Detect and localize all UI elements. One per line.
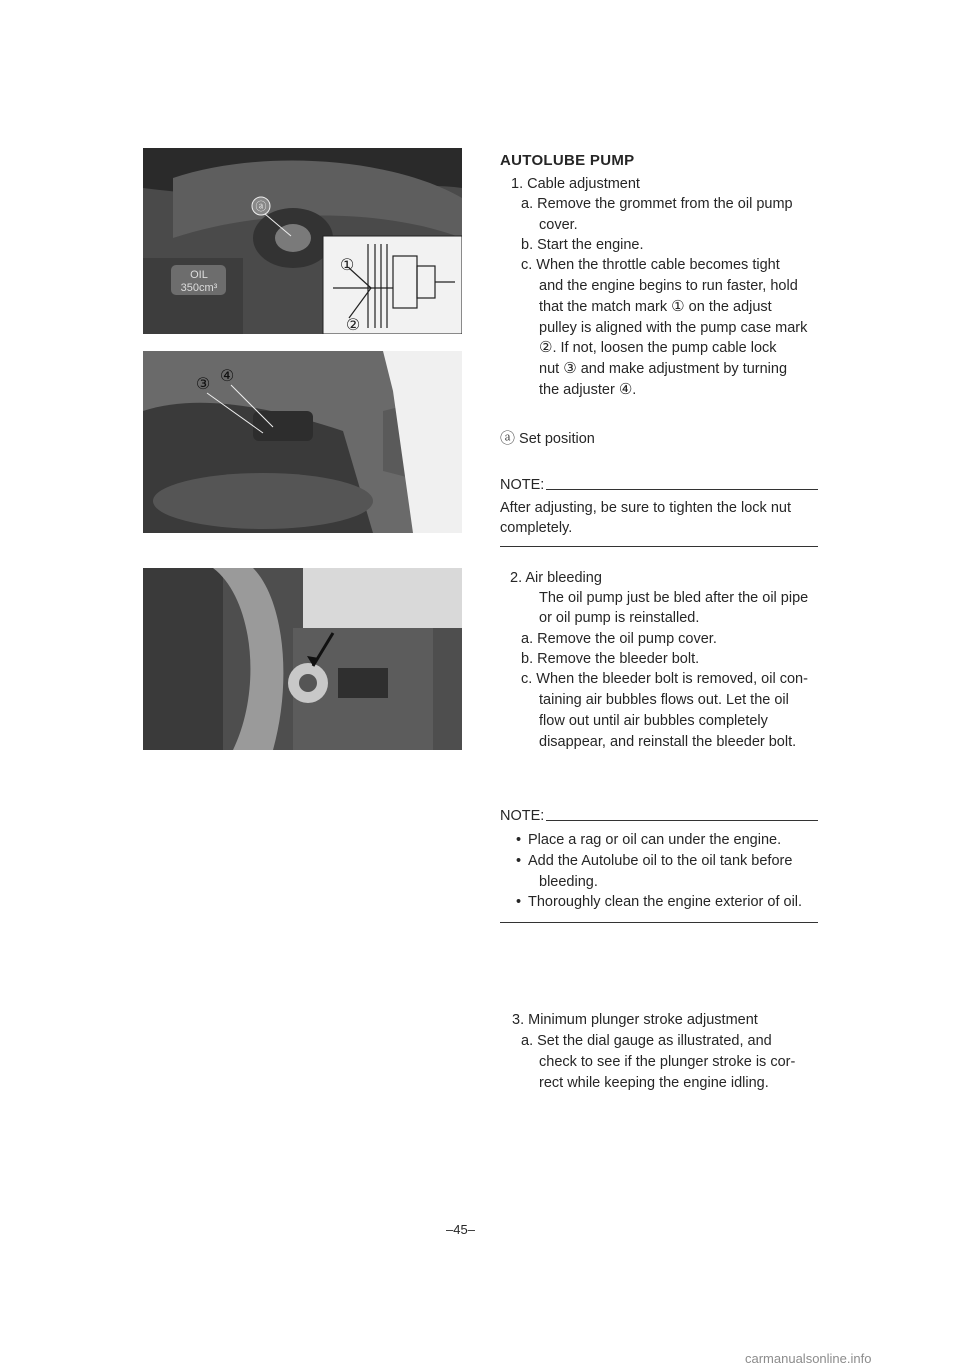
note1-rule-bottom xyxy=(500,546,818,547)
watermark: carmanualsonline.info xyxy=(745,1351,872,1366)
match-mark-2-ref: ② xyxy=(539,339,553,356)
step2-c-line2: taining air bubbles flows out. Let the oil xyxy=(539,692,789,708)
step1-c5-text: . If not, loosen the pump cable lock xyxy=(552,340,777,356)
step1-c-line2: and the engine begins to run faster, hold xyxy=(539,278,798,294)
step1-b: b. Start the engine. xyxy=(521,237,644,253)
section-heading: AUTOLUBE PUMP xyxy=(500,152,635,169)
step2-c-line4: disappear, and reinstall the bleeder bolt. xyxy=(539,734,797,750)
photo-adjuster xyxy=(143,351,462,533)
step1-c3-text-a: that the match mark xyxy=(539,299,668,315)
step2-a: a. Remove the oil pump cover. xyxy=(521,631,717,647)
step1-c-line1: c. When the throttle cable becomes tight xyxy=(521,257,780,273)
step1-c-line5 xyxy=(539,339,777,357)
photo-callout-a: ⓐ xyxy=(255,201,267,213)
note1-rule-top xyxy=(546,489,818,490)
legend-text: Set position xyxy=(519,431,595,447)
page-number: –45– xyxy=(446,1222,475,1237)
legend-mark-a: ⓐ xyxy=(500,430,516,447)
legend-set-position xyxy=(500,430,595,448)
step2-title: 2. Air bleeding xyxy=(510,570,602,586)
step1-c3-text-b: on the adjust xyxy=(688,299,772,315)
note2-bullet-1: • Place a rag or oil can under the engine. xyxy=(528,831,781,849)
step2-b: b. Remove the bleeder bolt. xyxy=(521,651,700,667)
step1-a-line2: cover. xyxy=(539,217,578,233)
photo-pump-cable xyxy=(143,148,462,334)
step1-title: 1. Cable adjustment xyxy=(511,176,640,192)
step1-a-line1: a. Remove the grommet from the oil pump xyxy=(521,196,793,212)
step3-a-line3: rect while keeping the engine idling. xyxy=(539,1075,769,1091)
step2-c-line3: flow out until air bubbles completely xyxy=(539,713,768,729)
note2-bullet-3: • Thoroughly clean the engine exterior of oil. xyxy=(528,893,802,911)
tank-label-2: 350cm³ xyxy=(180,282,218,294)
photo-callout-4: ④ xyxy=(219,366,235,385)
note1-line1: After adjusting, be sure to tighten the lock nut xyxy=(500,500,791,516)
photo-bleeder-bolt xyxy=(143,568,462,750)
step2-intro-line2: or oil pump is reinstalled. xyxy=(539,610,700,626)
step1-c6-text-b: and make adjustment by turning xyxy=(580,361,788,377)
step1-c-line3 xyxy=(539,298,772,316)
note2-label: NOTE: xyxy=(500,808,545,824)
photo-callout-2: ② xyxy=(345,315,361,334)
step1-c-line7 xyxy=(539,381,636,399)
step1-c-line6 xyxy=(539,360,787,378)
photo-callout-1: ① xyxy=(339,255,355,274)
lock-nut-3-ref: ③ xyxy=(563,360,577,377)
step1-c7-text-a: the adjuster xyxy=(539,382,615,398)
match-mark-1-ref: ① xyxy=(671,298,685,315)
note2-rule-top xyxy=(546,820,818,821)
step1-c6-text-a: nut xyxy=(539,361,560,377)
step2-intro-line1: The oil pump just be bled after the oil pipe xyxy=(539,590,809,606)
note2-bullet-2: • Add the Autolube oil to the oil tank before xyxy=(528,852,792,870)
note2-bullet-2-cont: bleeding. xyxy=(539,874,598,890)
step1-c-line4: pulley is aligned with the pump case mark xyxy=(539,320,808,336)
photo-callout-3: ③ xyxy=(195,374,211,393)
step3-a-line1: a. Set the dial gauge as illustrated, and xyxy=(521,1033,772,1049)
note2-rule-bottom xyxy=(500,922,818,923)
tank-label-1: OIL xyxy=(190,269,208,281)
step1-c7-text-b: . xyxy=(632,382,637,398)
step3-title: 3. Minimum plunger stroke adjustment xyxy=(512,1012,758,1028)
note1-line2: completely. xyxy=(500,520,573,536)
step3-a-line2: check to see if the plunger stroke is cor- xyxy=(539,1054,796,1070)
step2-c-line1: c. When the bleeder bolt is removed, oil con- xyxy=(521,671,808,687)
adjuster-4-ref: ④ xyxy=(618,381,633,398)
note1-label: NOTE: xyxy=(500,477,545,493)
